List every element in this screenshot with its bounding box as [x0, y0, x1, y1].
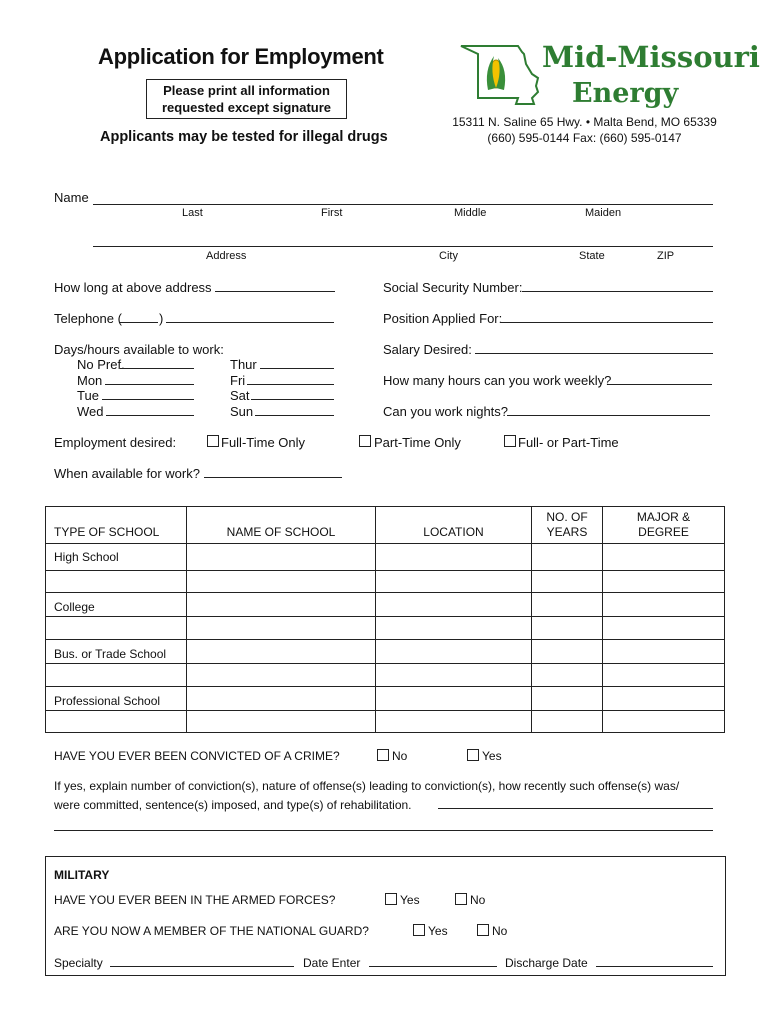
address-sub-state: State [579, 250, 605, 262]
table-row [46, 571, 725, 593]
header-years [532, 507, 603, 544]
sat-label: Sat [230, 388, 250, 403]
header-years-line2: YEARS [546, 525, 588, 539]
table-cell[interactable] [187, 544, 376, 571]
logo-brand-line2: Energy [572, 78, 679, 109]
company-address: 15311 N. Saline 65 Hwy. • Malta Bend, MO 65339 [452, 115, 717, 129]
table-cell[interactable] [46, 617, 187, 640]
table-cell[interactable] [46, 664, 187, 687]
table-cell[interactable] [603, 544, 725, 571]
position-field[interactable] [500, 322, 713, 323]
table-cell[interactable] [187, 687, 376, 711]
military-heading: MILITARY [54, 868, 110, 882]
header-major-line1: MAJOR & [636, 510, 691, 524]
telephone-field[interactable] [166, 322, 334, 323]
table-cell[interactable] [187, 617, 376, 640]
school-type-cell: High School [46, 544, 187, 571]
specialty-label: Specialty [54, 956, 103, 970]
area-code-field[interactable] [120, 322, 158, 323]
header-location: LOCATION [376, 507, 532, 544]
table-row [46, 593, 725, 617]
armed-forces-question: HAVE YOU EVER BEEN IN THE ARMED FORCES? [54, 893, 336, 907]
wed-label: Wed [77, 404, 104, 419]
logo-brand-line1: Mid-Missouri [542, 40, 760, 74]
table-row [46, 664, 725, 687]
table-cell[interactable] [376, 664, 532, 687]
print-note-line1: Please print all information [163, 83, 330, 98]
employment-desired-label: Employment desired: [54, 435, 177, 450]
position-label: Position Applied For: [383, 311, 503, 326]
table-cell[interactable] [532, 711, 603, 733]
armed-forces-yes-checkbox[interactable] [385, 893, 397, 905]
conviction-no-checkbox[interactable] [377, 749, 389, 761]
national-guard-question: ARE YOU NOW A MEMBER OF THE NATIONAL GUARD? [54, 924, 369, 938]
military-section [45, 856, 726, 976]
drug-test-note: Applicants may be tested for illegal drugs [100, 129, 388, 145]
table-cell[interactable] [376, 711, 532, 733]
conviction-yes-label: Yes [482, 749, 502, 763]
table-cell[interactable] [376, 593, 532, 617]
sun-label: Sun [230, 404, 254, 419]
conviction-explain-field-2[interactable] [54, 830, 713, 831]
hours-weekly-label: How many hours can you work weekly? [383, 373, 612, 388]
address-sub-address: Address [206, 250, 247, 262]
national-guard-no-checkbox[interactable] [477, 924, 489, 936]
tue-label: Tue [77, 388, 99, 403]
conviction-explain-line2: were committed, sentence(s) imposed, and type(s) of rehabilitation. [54, 798, 412, 812]
nights-field[interactable] [507, 415, 710, 416]
table-cell[interactable] [376, 544, 532, 571]
table-row [46, 544, 725, 571]
conviction-explain-field[interactable] [438, 808, 713, 809]
table-cell[interactable] [532, 687, 603, 711]
conviction-explain-line1: If yes, explain number of conviction(s), nature of offense(s) leading to conviction(s), how recently such offense(s) was/ [54, 779, 680, 793]
full-or-part-label: Full- or Part-Time [518, 435, 619, 450]
fri-field[interactable] [247, 384, 334, 385]
school-type-cell: Bus. or Trade School [46, 640, 187, 664]
salary-field[interactable] [475, 353, 713, 354]
table-cell[interactable] [187, 593, 376, 617]
armed-forces-no-checkbox[interactable] [455, 893, 467, 905]
table-row [46, 640, 725, 664]
table-cell[interactable] [187, 711, 376, 733]
table-cell[interactable] [376, 617, 532, 640]
table-cell[interactable] [187, 640, 376, 664]
table-cell[interactable] [603, 640, 725, 664]
full-time-label: Full-Time Only [221, 435, 306, 450]
table-row [46, 687, 725, 711]
name-sub-first: First [321, 207, 343, 219]
table-cell[interactable] [532, 571, 603, 593]
when-available-label: When available for work? [54, 466, 200, 481]
print-note [146, 79, 347, 119]
table-cell[interactable] [376, 640, 532, 664]
salary-label: Salary Desired: [383, 342, 472, 357]
how-long-field[interactable] [215, 291, 335, 292]
table-cell[interactable] [532, 664, 603, 687]
how-long-label: How long at above address [54, 280, 212, 295]
table-cell[interactable] [603, 664, 725, 687]
sun-field[interactable] [255, 415, 334, 416]
education-header-row [46, 507, 725, 544]
no-pref-field[interactable] [120, 368, 194, 369]
table-cell[interactable] [603, 711, 725, 733]
name-sub-middle: Middle [454, 207, 487, 219]
name-sub-last: Last [182, 207, 203, 219]
national-guard-yes-label: Yes [428, 924, 448, 938]
table-cell[interactable] [532, 593, 603, 617]
armed-forces-yes-label: Yes [400, 893, 420, 907]
header-major-line2: DEGREE [638, 525, 689, 539]
no-pref-label: No Pref. [77, 357, 125, 372]
table-cell[interactable] [187, 664, 376, 687]
table-cell[interactable] [603, 571, 725, 593]
name-sub-maiden: Maiden [585, 207, 622, 219]
thur-field[interactable] [260, 368, 334, 369]
missouri-corn-logo-icon [458, 42, 548, 107]
ssn-label: Social Security Number: [383, 280, 523, 295]
nights-label: Can you work nights? [383, 404, 509, 419]
fri-label: Fri [230, 373, 246, 388]
ssn-field[interactable] [522, 291, 713, 292]
national-guard-yes-checkbox[interactable] [413, 924, 425, 936]
date-enter-label: Date Enter [303, 956, 361, 970]
table-cell[interactable] [376, 687, 532, 711]
header-type: TYPE OF SCHOOL [46, 507, 187, 544]
when-available-field[interactable] [204, 477, 342, 478]
table-cell[interactable] [376, 571, 532, 593]
full-time-checkbox[interactable] [207, 435, 219, 447]
date-enter-field[interactable] [369, 966, 497, 967]
table-row [46, 617, 725, 640]
wed-field[interactable] [106, 415, 194, 416]
table-cell[interactable] [187, 571, 376, 593]
print-note-line2: requested except signature [161, 100, 332, 115]
telephone-close-paren: ) [159, 311, 164, 326]
conviction-no-label: No [392, 749, 408, 763]
table-cell[interactable] [532, 544, 603, 571]
address-field[interactable] [93, 246, 713, 247]
address-sub-city: City [439, 250, 458, 262]
mon-label: Mon [77, 373, 103, 388]
page-title: Application for Employment [98, 44, 384, 69]
specialty-field[interactable] [110, 966, 294, 967]
school-type-cell: College [46, 593, 187, 617]
table-row [46, 711, 725, 733]
table-cell[interactable] [532, 617, 603, 640]
address-sub-zip: ZIP [657, 250, 675, 262]
national-guard-no-label: No [492, 924, 508, 938]
table-cell[interactable] [603, 617, 725, 640]
name-label: Name [54, 190, 89, 205]
days-hours-label: Days/hours available to work: [54, 342, 224, 357]
header-years-line1: NO. OF [546, 510, 588, 524]
discharge-field[interactable] [596, 966, 713, 967]
telephone-label: Telephone ( [54, 311, 122, 326]
hours-weekly-field[interactable] [608, 384, 712, 385]
thur-label: Thur [230, 357, 257, 372]
conviction-question: HAVE YOU EVER BEEN CONVICTED OF A CRIME? [54, 749, 340, 763]
conviction-yes-checkbox[interactable] [467, 749, 479, 761]
tue-field[interactable] [102, 399, 194, 400]
part-time-label: Part-Time Only [374, 435, 461, 450]
part-time-checkbox[interactable] [359, 435, 371, 447]
school-type-cell: Professional School [46, 687, 187, 711]
table-cell[interactable] [603, 687, 725, 711]
header-major [603, 507, 725, 544]
education-table [45, 506, 725, 733]
mon-field[interactable] [105, 384, 194, 385]
table-cell[interactable] [603, 593, 725, 617]
table-cell[interactable] [46, 711, 187, 733]
discharge-label: Discharge Date [505, 956, 588, 970]
header-name: NAME OF SCHOOL [187, 507, 376, 544]
armed-forces-no-label: No [470, 893, 486, 907]
sat-field[interactable] [251, 399, 334, 400]
name-field[interactable] [93, 204, 713, 205]
company-phones: (660) 595-0144 Fax: (660) 595-0147 [487, 131, 682, 145]
table-cell[interactable] [532, 640, 603, 664]
table-cell[interactable] [46, 571, 187, 593]
full-or-part-checkbox[interactable] [504, 435, 516, 447]
